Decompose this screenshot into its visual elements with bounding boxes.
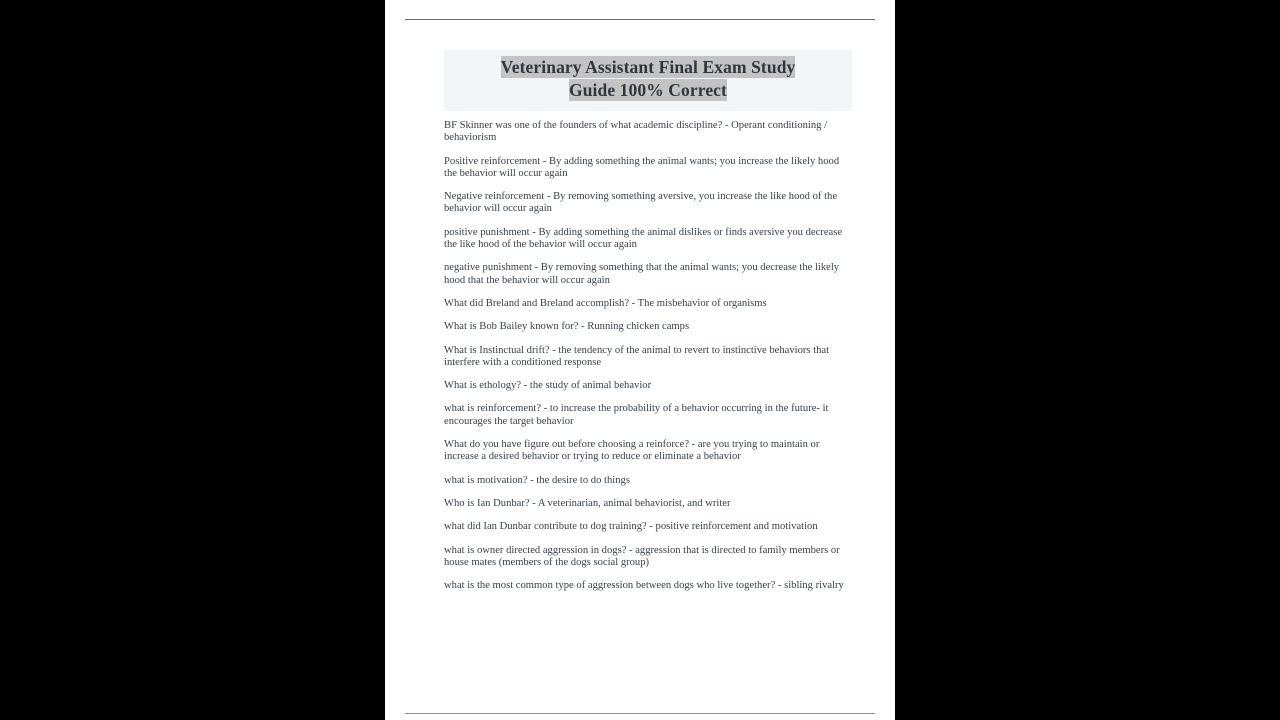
document-title-block	[444, 50, 852, 111]
qa-paragraph: Who is Ian Dunbar? - A veterinarian, animal behaviorist, and writer	[444, 497, 731, 509]
page-title-line-1: Veterinary Assistant Final Exam Study	[500, 57, 796, 77]
qa-paragraph: what did Ian Dunbar contribute to dog training? - positive reinforcement and motivation	[444, 521, 818, 533]
qa-paragraph: positive punishment - By adding something the animal dislikes or finds aversive you decrease the like hood of the behavior will occur again	[444, 226, 843, 251]
qa-paragraph: Negative reinforcement - By removing something aversive, you increase the like hood of the behavior will occur again	[444, 191, 838, 215]
qa-paragraph: What do you have figure out before choosing a reinforce? - are you trying to maintain or increase a desired behavior or trying to reduce or eliminate a behavior	[444, 439, 820, 463]
qa-paragraph: What did Breland and Breland accomplish? - The misbehavior of organisms	[444, 297, 767, 309]
document-page	[385, 0, 895, 720]
qa-paragraph: what is motivation? - the desire to do things	[444, 474, 630, 486]
header-rule	[405, 19, 875, 20]
document-body	[444, 120, 852, 592]
qa-paragraph: What is Instinctual drift? - the tendency of the animal to revert to instinctive behaviors that interfere with a conditioned response	[444, 344, 830, 368]
qa-paragraph: Positive reinforcement - By adding something the animal wants; you increase the likely hood the behavior will occur again	[444, 155, 840, 179]
qa-paragraph: What is ethology? - the study of animal behavior	[444, 380, 652, 392]
qa-paragraph: What is Bob Bailey known for? - Running chicken camps	[444, 321, 690, 333]
page-title	[444, 56, 852, 102]
qa-paragraph: what is reinforcement? - to increase the probability of a behavior occurring in the future- it encourages the target behavior	[444, 403, 829, 427]
qa-paragraph: what is owner directed aggression in dogs? - aggression that is directed to family members or house mates (members of the dogs social group)	[444, 544, 840, 568]
page-title-line-2: Guide 100% Correct	[569, 80, 727, 100]
qa-paragraph: BF Skinner was one of the founders of what academic discipline? - Operant conditioning / behaviorism	[444, 120, 828, 144]
document-content	[444, 50, 852, 592]
footer-rule	[405, 713, 875, 714]
qa-paragraph: what is the most common type of aggression between dogs who live together? - sibling rivalry	[444, 580, 844, 592]
qa-paragraph: negative punishment - By removing something that the animal wants; you decrease the likely hood that the behavior will occur again	[444, 262, 840, 286]
